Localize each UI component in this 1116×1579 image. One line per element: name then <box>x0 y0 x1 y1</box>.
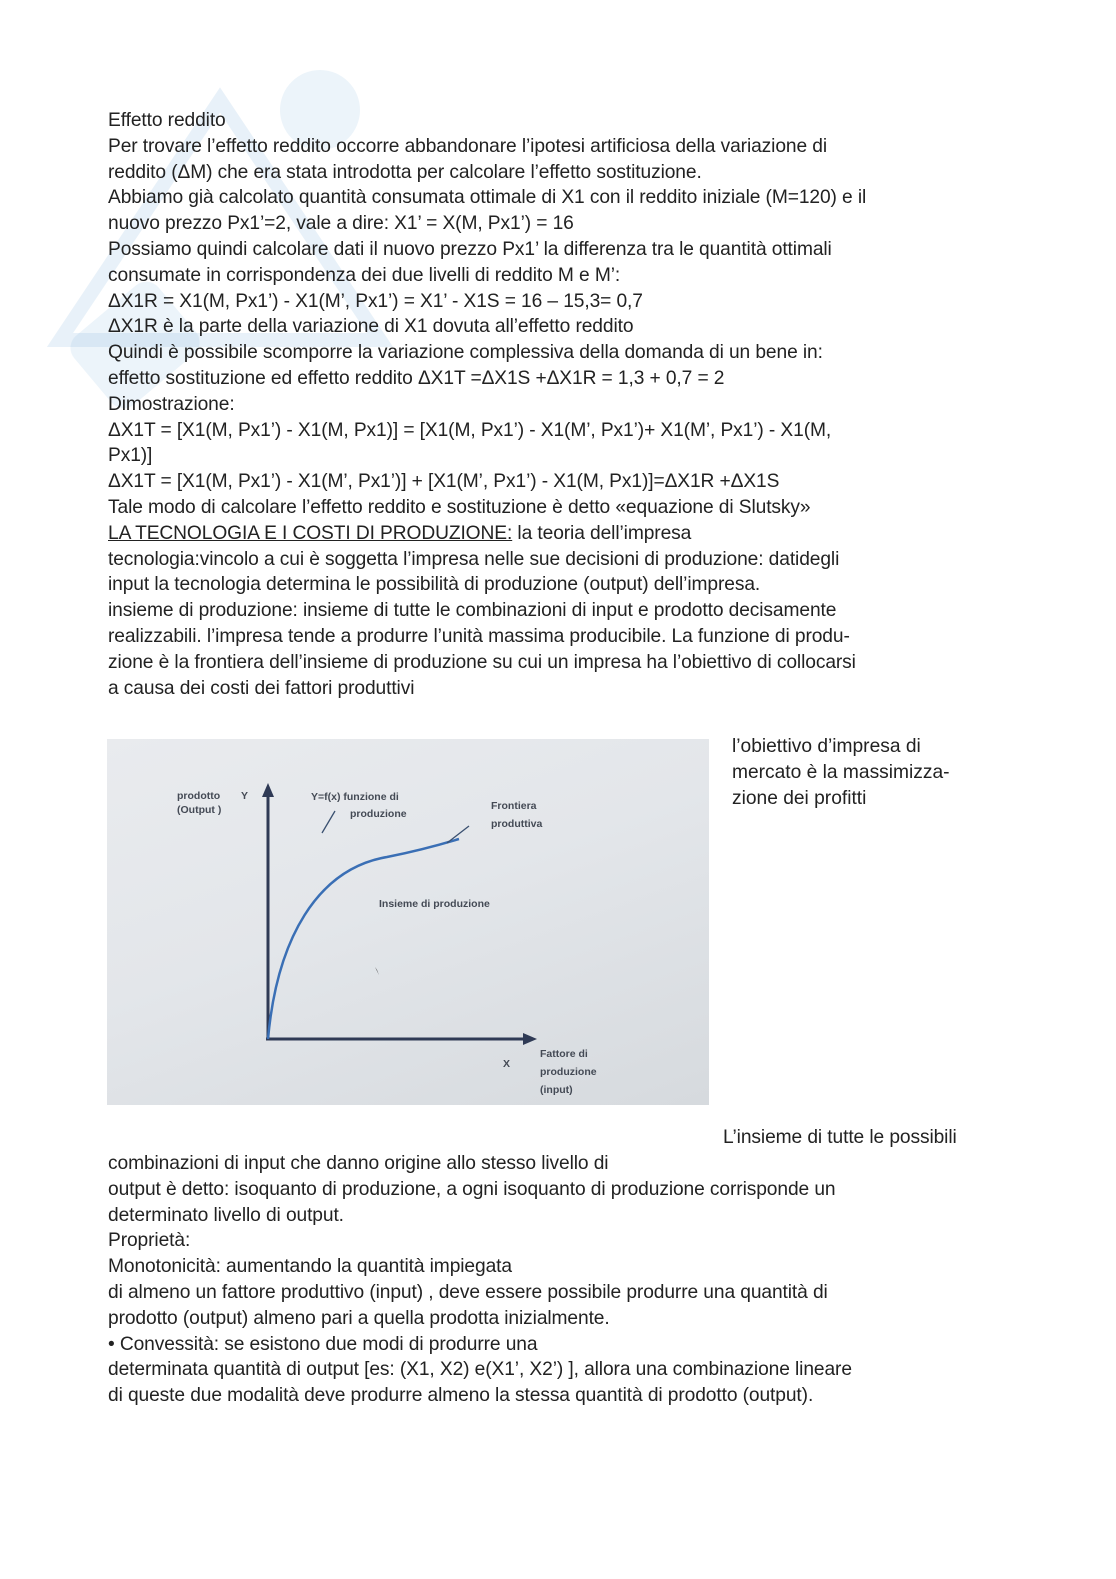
x-axis-arrow <box>523 1033 537 1045</box>
text-line: di almeno un fattore produttivo (input) , deve essere possibile produrre una quantità di <box>108 1281 828 1303</box>
section-heading: Effetto reddito <box>108 110 226 131</box>
text-line: prodotto (output) almeno pari a quella prodotta inizialmente. <box>108 1307 610 1329</box>
x-axis-symbol: X <box>503 1058 511 1070</box>
production-function-figure <box>107 739 709 1105</box>
function-pointer <box>322 811 335 833</box>
text-line: determinato livello di output. <box>108 1204 344 1226</box>
text-line: di queste due modalità deve produrre almeno la stessa quantità di prodotto (output). <box>108 1385 814 1407</box>
x-axis-label-2: produzione <box>540 1066 597 1078</box>
text-line: insieme di produzione: insieme di tutte le combinazioni di input e prodotto decisamente <box>108 600 837 622</box>
cursor-mark <box>375 967 379 975</box>
isoquant-intro <box>723 1125 1013 1151</box>
frontier-label-1: Frontiera <box>491 800 537 812</box>
production-function-curve <box>268 839 459 1039</box>
x-axis-label-1: Fattore di <box>540 1048 588 1060</box>
text-line: tecnologia:vincolo a cui è soggetta l’impresa nelle sue decisioni di produzione: datidegli <box>108 548 840 570</box>
text-line: reddito (ΔM) che era stata introdotta per calcolare l’effetto sostituzione. <box>108 161 702 183</box>
text-line: combinazioni di input che danno origine allo stesso livello di <box>108 1153 609 1174</box>
production-set-label: Insieme di produzione <box>379 898 490 910</box>
text-line: Quindi è possibile scomporre la variazione complessiva della domanda di un bene in: <box>108 342 823 364</box>
isoquant-section <box>108 1151 1008 1409</box>
text-line: realizzabili. l’impresa tende a produrre l’unità massima producibile. La funzione di produ- <box>108 625 850 647</box>
text-line: Possiamo quindi calcolare dati il nuovo prezzo Px1’ la differenza tra le quantità ottimali <box>108 238 832 260</box>
side-note-line: l’obiettivo d’impresa di <box>732 736 921 757</box>
y-axis-label-2: (Output ) <box>177 804 222 816</box>
function-label-1: Y=f(x) funzione di <box>311 791 399 803</box>
technology-heading-rest: la teoria dell’impresa <box>512 522 692 544</box>
text-line: consumate in corrispondenza dei due livelli di reddito M e M’: <box>108 264 621 286</box>
text-line: Per trovare l’effetto reddito occorre abbandonare l’ipotesi artificiosa della variazione di <box>108 135 828 157</box>
text-line: determinata quantità di output [es: (X1, X2) e(X1’, X2’) ], allora una combinazione lineare <box>108 1359 852 1381</box>
text-line: input la tecnologia determina le possibilità di produzione (output) dell’impresa. <box>108 574 761 596</box>
function-label-2: produzione <box>350 808 407 820</box>
text-line: a causa dei costi dei fattori produttivi <box>108 677 415 699</box>
income-effect-section <box>108 108 1008 701</box>
formula-line: ΔX1R = X1(M, Px1’) - X1(M’, Px1’) = X1’ - X1S = 16 – 15,3= 0,7 <box>108 290 643 312</box>
formula-line: ΔX1T = [X1(M, Px1’) - X1(M, Px1)] = [X1(M, Px1’) - X1(M’, Px1’)+ X1(M’, Px1’) - X1(M, <box>108 419 832 441</box>
text-line: zione è la frontiera dell’insieme di produzione su cui un impresa ha l’obiettivo di collocarsi <box>108 651 856 673</box>
technology-heading: LA TECNOLOGIA E I COSTI DI PRODUZIONE: <box>108 522 513 544</box>
y-axis-arrow <box>262 783 274 797</box>
text-line: output è detto: isoquanto di produzione, a ogni isoquanto di produzione corrisponde un <box>108 1178 836 1200</box>
text-line: Abbiamo già calcolato quantità consumata ottimale di X1 con il reddito iniziale (M=120) e il <box>108 187 867 209</box>
y-axis-label-1: prodotto <box>177 790 221 802</box>
x-axis-label-3: (input) <box>540 1084 573 1096</box>
side-note <box>732 734 1002 811</box>
production-function-diagram <box>107 739 709 1105</box>
y-axis-symbol: Y <box>241 790 249 802</box>
frontier-label-2: produttiva <box>491 818 543 830</box>
formula-line: effetto sostituzione ed effetto reddito ΔX1T =ΔX1S +ΔX1R = 1,3 + 0,7 = 2 <box>108 367 725 389</box>
text-line: L’insieme di tutte le possibili <box>723 1127 957 1148</box>
text-line: Proprietà: <box>108 1230 191 1252</box>
technology-heading-line <box>108 521 1008 547</box>
text-line: Monotonicità: aumentando la quantità impiegata <box>108 1256 512 1278</box>
side-note-line: mercato è la massimizza- <box>732 761 950 783</box>
formula-line: ΔX1T = [X1(M, Px1’) - X1(M’, Px1’)] + [X1(M’, Px1’) - X1(M, Px1)]=ΔX1R +ΔX1S <box>108 471 780 493</box>
formula-line: Px1)] <box>108 445 153 467</box>
side-note-line: zione dei profitti <box>732 787 867 809</box>
text-line: Dimostrazione: <box>108 393 235 415</box>
text-line: nuovo prezzo Px1’=2, vale a dire: X1’ = X(M, Px1’) = 16 <box>108 213 574 235</box>
text-line: ΔX1R è la parte della variazione di X1 dovuta all’effetto reddito <box>108 316 634 338</box>
text-line: • Convessità: se esistono due modi di produrre una <box>108 1333 538 1355</box>
text-line: Tale modo di calcolare l’effetto reddito e sostituzione è detto «equazione di Slutsky» <box>108 496 811 518</box>
